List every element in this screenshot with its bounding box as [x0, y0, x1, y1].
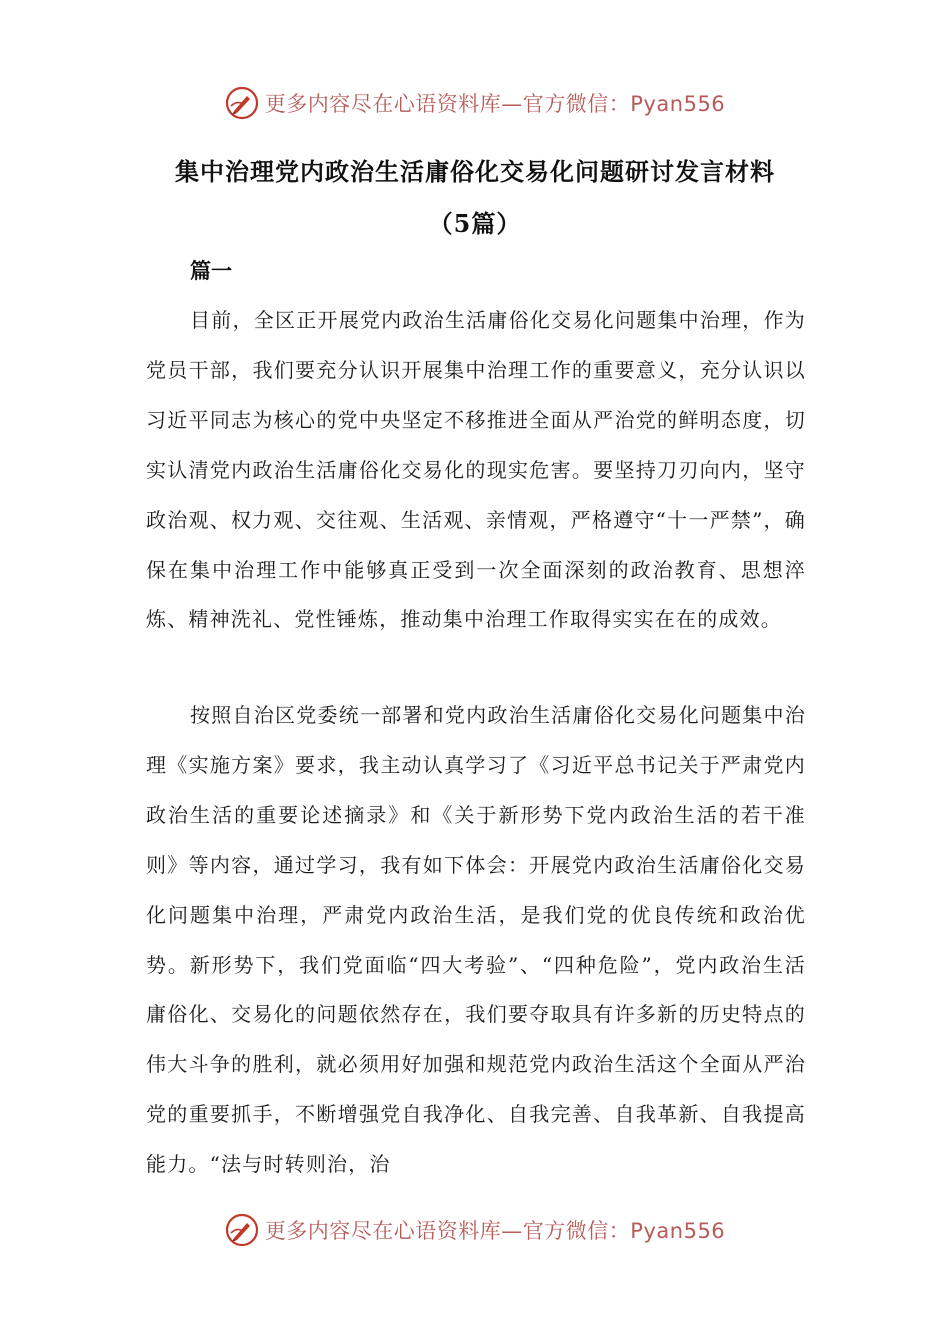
paragraph: 按照自治区党委统一部署和党内政治生活庸俗化交易化问题集中治理《实施方案》要求，我主动认真学习了《习近平总书记关于严肃党内政治生活的重要论述摘录》和《关于新形势下党内政治生活的若干准则》等内容，通过学习，我有如下体会：开展党内政治生活庸俗化交易化问题集中治理，严肃党内政治生活，是我们党的优良传统和政治优势。新形势下，我们党面临“四大考验”、“四种危险”，党内政治生活庸俗化、交易化的问题依然存在，我们要夺取具有许多新的历史特点的伟大斗争的胜利，就必须用好加强和规范党内政治生活这个全面从严治党的重要抓手，不断增强党自我净化、自我完善、自我革新、自我提高能力。“法与时转则治，治	[146, 703, 806, 1177]
header-banner-text: 更多内容尽在心语资料库—官方微信：Pyan556	[264, 92, 726, 116]
pen-logo-icon	[225, 1213, 259, 1247]
document-title-count: （5篇）	[428, 209, 522, 238]
section-heading: 篇一	[190, 258, 232, 283]
footer-banner-text: 更多内容尽在心语资料库—官方微信：Pyan556	[264, 1219, 726, 1243]
document-title: 集中治理党内政治生活庸俗化交易化问题研讨发言材料	[175, 157, 775, 186]
paragraph: 目前，全区正开展党内政治生活庸俗化交易化问题集中治理，作为党员干部，我们要充分认识开展集中治理工作的重要意义，充分认识以习近平同志为核心的党中央坚定不移推进全面从严治党的鲜明态度，切实认清党内政治生活庸俗化交易化的现实危害。要坚持刀刃向内，坚守政治观、权力观、交往观、生活观、亲情观，严格遵守“十一严禁”，确保在集中治理工作中能够真正受到一次全面深刻的政治教育、思想淬炼、精神洗礼、党性锤炼，推动集中治理工作取得实实在在的成效。	[146, 308, 806, 632]
pen-logo-icon	[225, 86, 259, 120]
footer-banner	[0, 1210, 950, 1250]
header-banner	[0, 83, 950, 123]
